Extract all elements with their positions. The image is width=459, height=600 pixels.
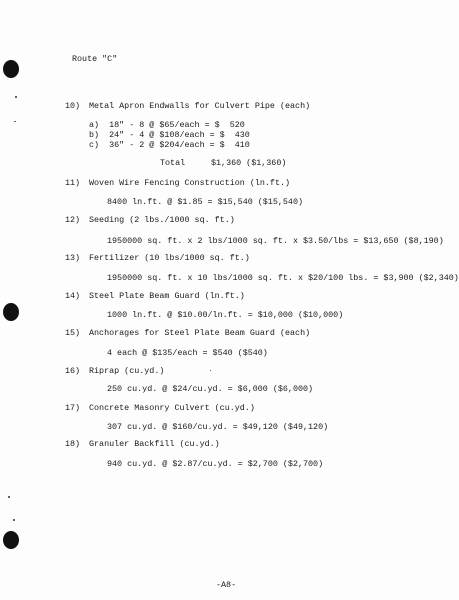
item-title: Concrete Masonry Culvert (cu.yd.) (89, 403, 255, 413)
item-number: 12) (65, 215, 81, 225)
scan-speck (210, 370, 211, 371)
item-number: 11) (65, 178, 81, 188)
item-title: Metal Apron Endwalls for Culvert Pipe (each) (89, 101, 311, 111)
item-number: 14) (65, 291, 81, 301)
route-heading: Route "C" (72, 54, 118, 64)
item-number: 13) (65, 253, 81, 263)
item-calculation: 1950000 sq. ft. x 10 lbs/1000 sq. ft. x $20/100 lbs. = $3,900 ($2,340) (107, 273, 459, 283)
item-title: Granuler Backfill (cu.yd.) (89, 439, 220, 449)
total-value: $1,360 ($1,360) (211, 158, 287, 168)
binder-hole-top (3, 60, 19, 78)
page-number: -A8- (216, 580, 237, 590)
item-number: 17) (65, 403, 81, 413)
scan-speck (15, 96, 17, 98)
binder-hole-bottom (3, 531, 19, 549)
scan-speck (8, 496, 10, 498)
item-calculation: 1950000 sq. ft. x 2 lbs/1000 sq. ft. x $3.50/lbs = $13,650 ($8,190) (107, 236, 444, 246)
item-title: Steel Plate Beam Guard (ln.ft.) (89, 291, 245, 301)
item-number: 18) (65, 439, 81, 449)
item-title: Riprap (cu.yd.) (89, 366, 165, 376)
item-title: Anchorages for Steel Plate Beam Guard (each) (89, 328, 311, 338)
item-subline: c) 36" - 2 @ $204/each = $ 410 (89, 140, 250, 150)
scan-speck (14, 121, 16, 122)
item-calculation: 307 cu.yd. @ $160/cu.yd. = $49,120 ($49,120) (107, 422, 329, 432)
item-title: Fertilizer (10 lbs/1000 sq. ft.) (89, 253, 250, 263)
binder-hole-middle (3, 303, 19, 321)
item-calculation: 940 cu.yd. @ $2.87/cu.yd. = $2,700 ($2,700) (107, 459, 324, 469)
item-calculation: 4 each @ $135/each = $540 ($540) (107, 348, 268, 358)
item-subline: b) 24" - 4 @ $108/each = $ 430 (89, 130, 250, 140)
scan-speck (13, 519, 15, 521)
item-title: Woven Wire Fencing Construction (ln.ft.) (89, 178, 291, 188)
item-title: Seeding (2 lbs./1000 sq. ft.) (89, 215, 235, 225)
item-number: 10) (65, 101, 81, 111)
item-calculation: 1000 ln.ft. @ $10.00/ln.ft. = $10,000 ($10,000) (107, 310, 344, 320)
item-calculation: 8400 ln.ft. @ $1.85 = $15,540 ($15,540) (107, 197, 304, 207)
item-subline: a) 18" - 8 @ $65/each = $ 520 (89, 120, 245, 130)
total-label: Total (160, 158, 186, 168)
item-number: 15) (65, 328, 81, 338)
item-number: 16) (65, 366, 81, 376)
item-calculation: 250 cu.yd. @ $24/cu.yd. = $6,000 ($6,000) (107, 384, 314, 394)
